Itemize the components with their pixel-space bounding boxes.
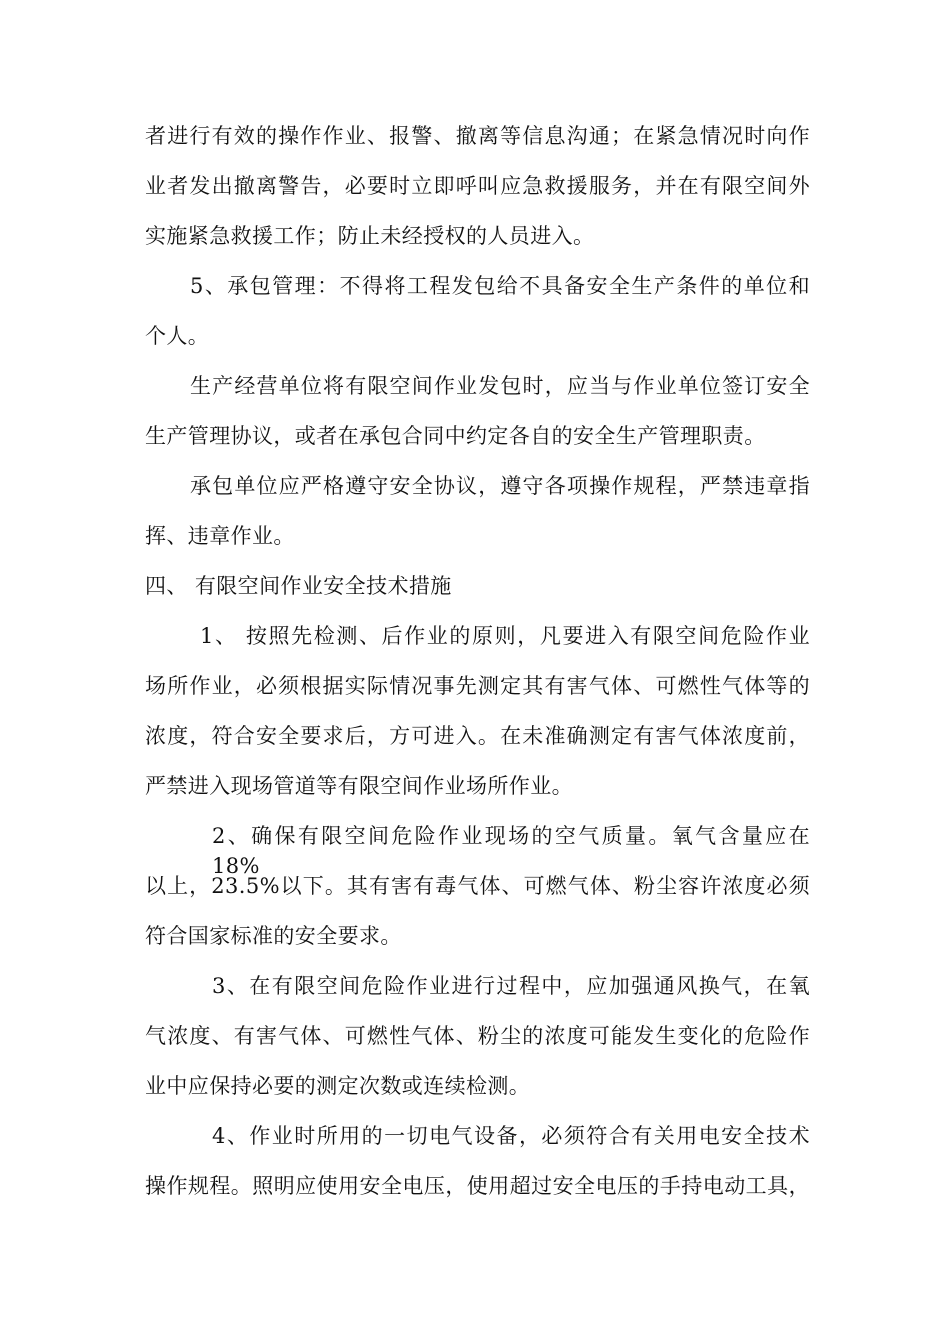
text-line: 场所作业，必须根据实际情况事先测定其有害气体、可燃性气体等的 xyxy=(145,674,810,698)
text-line: 严禁进入现场管道等有限空间作业场所作业。 xyxy=(145,774,573,798)
section-heading: 四、 有限空间作业安全技术措施 xyxy=(145,574,452,598)
text-line: 生产管理协议，或者在承包合同中约定各自的安全生产管理职责。 xyxy=(145,424,766,448)
text-line: 业中应保持必要的测定次数或连续检测。 xyxy=(145,1074,531,1098)
text-line: 生产经营单位将有限空间作业发包时，应当与作业单位签订安全 xyxy=(190,374,810,398)
text-line: 操作规程。照明应使用安全电压，使用超过安全电压的手持电动工具， xyxy=(145,1174,810,1198)
text-line: 4、作业时所用的一切电气设备，必须符合有关用电安全技术 xyxy=(212,1124,810,1148)
text-line: 承包单位应严格遵守安全协议，遵守各项操作规程，严禁违章指 xyxy=(190,474,810,498)
text-line: 1、 按照先检测、后作业的原则，凡要进入有限空间危险作业 xyxy=(200,624,810,648)
text-line: 符合国家标准的安全要求。 xyxy=(145,924,402,948)
text-line: 实施紧急救援工作；防止未经授权的人员进入。 xyxy=(145,224,595,248)
text-line: 者进行有效的操作作业、报警、撤离等信息沟通；在紧急情况时向作 xyxy=(145,124,810,148)
text-line: 气浓度、有害气体、可燃性气体、粉尘的浓度可能发生变化的危险作 xyxy=(145,1024,810,1048)
text-line: 浓度，符合安全要求后，方可进入。在未准确测定有害气体浓度前， xyxy=(145,724,810,748)
text-line: 2、确保有限空间危险作业现场的空气质量。氧气含量应在 18% xyxy=(212,824,810,878)
text-line: 3、在有限空间危险作业进行过程中，应加强通风换气，在氧 xyxy=(212,974,810,998)
text-line: 以上，23.5%以下。其有害有毒气体、可燃气体、粉尘容许浓度必须 xyxy=(145,874,810,898)
text-line: 5、承包管理：不得将工程发包给不具备安全生产条件的单位和 xyxy=(190,274,810,298)
text-line: 挥、违章作业。 xyxy=(145,524,295,548)
text-line: 业者发出撤离警告，必要时立即呼叫应急救援服务，并在有限空间外 xyxy=(145,174,810,198)
text-line: 个人。 xyxy=(145,324,210,348)
